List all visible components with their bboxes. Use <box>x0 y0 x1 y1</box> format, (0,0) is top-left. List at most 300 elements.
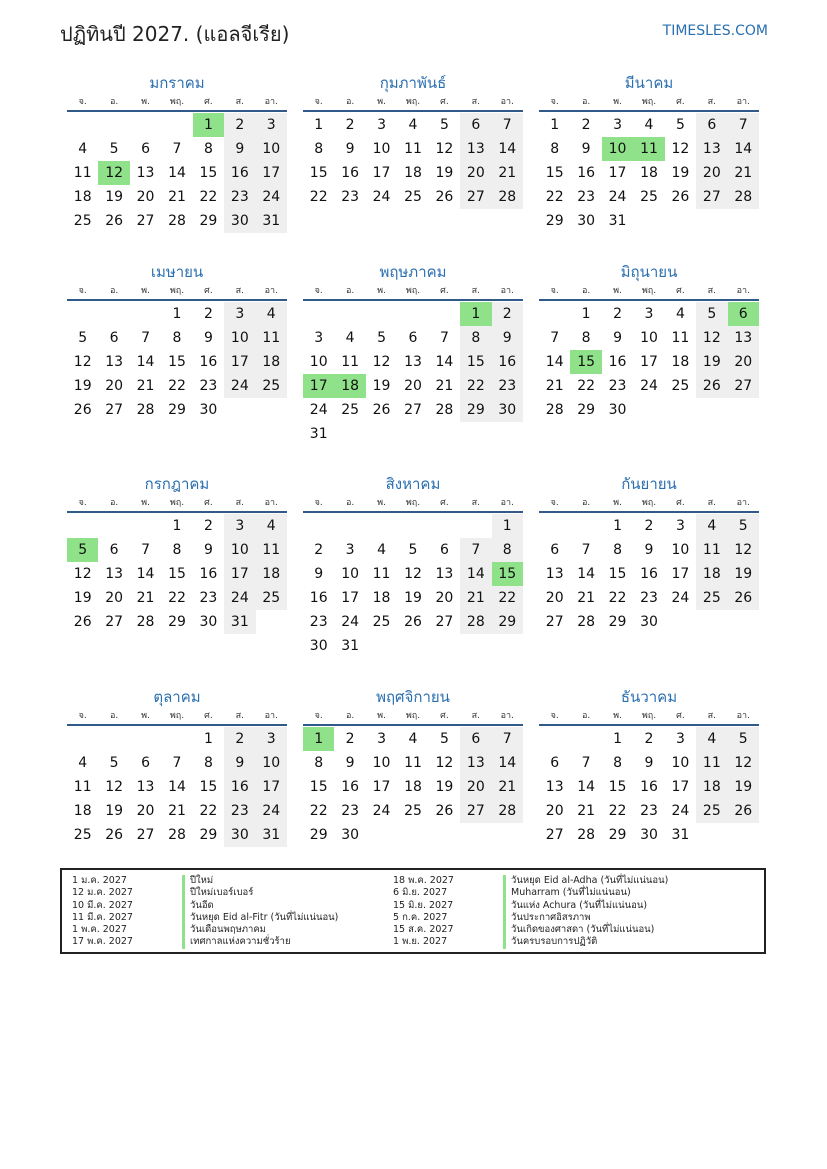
weekday-label: พ. <box>141 498 150 508</box>
day-cell: 5 <box>109 141 119 157</box>
day-cell: 12 <box>73 566 92 582</box>
day-cell: 5 <box>439 731 449 747</box>
day-cell: 28 <box>492 799 523 823</box>
weekday-label: ส. <box>235 286 244 296</box>
day-cell: 27 <box>545 827 564 843</box>
day-cell: 31 <box>224 610 255 634</box>
empty-cell <box>130 302 161 326</box>
day-cell: 10 <box>671 542 690 558</box>
weekday-label: พฤ. <box>169 97 185 107</box>
day-cell: 6 <box>550 755 560 771</box>
day-cell: 15 <box>545 165 564 181</box>
day-cell: 24 <box>256 185 287 209</box>
day-cell: 27 <box>105 614 124 630</box>
day-cell: 17 <box>671 566 690 582</box>
day-cell: 7 <box>172 755 182 771</box>
day-cell: 4 <box>377 542 387 558</box>
day-cell: 21 <box>168 803 186 819</box>
day-cell: 15 <box>460 350 491 374</box>
day-cell: 21 <box>460 586 491 610</box>
legend-holiday-name: วันหยุด Eid al-Adha (วันที่ไม่แน่นอน) <box>503 875 668 887</box>
legend-holiday-name: วันอีด <box>182 900 214 912</box>
legend-date: 1 พ.ค. 2027 <box>72 924 127 936</box>
empty-cell <box>334 302 365 326</box>
day-cell: 9 <box>314 566 324 582</box>
day-cell: 12 <box>671 141 690 157</box>
day-cell: 19 <box>73 590 92 606</box>
day-cell: 12 <box>105 779 124 795</box>
day-cell: 20 <box>728 350 759 374</box>
day-cell: 6 <box>550 542 560 558</box>
day-cell: 25 <box>256 374 287 398</box>
month-name: ตุลาคม <box>153 688 201 706</box>
weekday-header <box>539 708 759 726</box>
weekday-label: อา. <box>264 286 278 296</box>
day-cell: 2 <box>644 731 654 747</box>
day-cell: 6 <box>408 330 418 346</box>
legend-row <box>393 924 713 936</box>
day-cell: 20 <box>460 775 491 799</box>
legend-date: 5 ก.ค. 2027 <box>393 911 448 923</box>
day-cell: 22 <box>577 378 596 394</box>
weekday-label: พ. <box>613 286 622 296</box>
day-cell: 26 <box>728 799 759 823</box>
brand-link[interactable]: TIMESLES.COM <box>662 23 768 39</box>
day-cell: 16 <box>608 354 627 370</box>
day-cell: 14 <box>577 566 596 582</box>
holiday-day-cell: 15 <box>570 350 601 374</box>
day-cell: 4 <box>78 141 88 157</box>
day-cell: 8 <box>172 542 182 558</box>
day-cell: 20 <box>545 590 564 606</box>
month-name: เมษายน <box>150 263 204 281</box>
day-cell: 11 <box>73 165 92 181</box>
day-cell: 29 <box>577 402 596 418</box>
day-cell: 21 <box>492 161 523 185</box>
day-cell: 14 <box>435 354 454 370</box>
day-cell: 6 <box>460 727 491 751</box>
weekday-label: พ. <box>377 97 386 107</box>
day-cell: 1 <box>172 306 182 322</box>
day-cell: 3 <box>675 731 685 747</box>
weekday-label: ศ. <box>676 498 685 508</box>
day-cell: 24 <box>256 799 287 823</box>
day-cell: 11 <box>671 330 690 346</box>
day-cell: 10 <box>256 751 287 775</box>
day-cell: 6 <box>439 542 449 558</box>
day-cell: 29 <box>608 827 627 843</box>
day-cell: 13 <box>136 779 155 795</box>
weekday-label: อ. <box>109 711 119 721</box>
weekday-label: ศ. <box>676 97 685 107</box>
day-cell: 19 <box>435 779 454 795</box>
day-cell: 7 <box>141 330 151 346</box>
day-cell: 30 <box>224 209 255 233</box>
day-cell: 17 <box>256 161 287 185</box>
weekday-label: พ. <box>613 97 622 107</box>
day-cell: 17 <box>224 562 255 586</box>
weekday-label: จ. <box>550 711 559 721</box>
day-cell: 2 <box>203 306 213 322</box>
day-cell: 2 <box>644 518 654 534</box>
day-grid <box>303 514 523 658</box>
day-cell: 29 <box>199 827 218 843</box>
day-cell: 8 <box>613 755 623 771</box>
day-cell: 8 <box>460 326 491 350</box>
legend-row <box>393 912 713 924</box>
weekday-label: พ. <box>141 97 150 107</box>
weekday-label: ส. <box>471 286 480 296</box>
day-cell: 21 <box>136 378 155 394</box>
day-cell: 18 <box>256 350 287 374</box>
day-cell: 8 <box>581 330 591 346</box>
weekday-label: จ. <box>550 498 559 508</box>
empty-cell <box>539 302 570 326</box>
day-cell: 1 <box>581 306 591 322</box>
weekday-label: พฤ. <box>405 286 421 296</box>
day-cell: 28 <box>577 614 596 630</box>
day-cell: 1 <box>492 514 523 538</box>
day-cell: 13 <box>545 779 564 795</box>
day-cell: 17 <box>372 165 391 181</box>
holiday-day-cell: 11 <box>633 137 664 161</box>
weekday-header <box>539 283 759 301</box>
weekday-header <box>539 495 759 513</box>
day-cell: 4 <box>408 117 418 133</box>
weekday-label: อ. <box>581 498 591 508</box>
holiday-day-cell: 6 <box>728 302 759 326</box>
day-cell: 5 <box>728 727 759 751</box>
day-cell: 3 <box>256 113 287 137</box>
month-name: มีนาคม <box>624 74 674 92</box>
day-cell: 10 <box>341 566 360 582</box>
day-cell: 16 <box>341 165 360 181</box>
day-cell: 17 <box>608 165 627 181</box>
day-cell: 5 <box>377 330 387 346</box>
weekday-label: จ. <box>550 286 559 296</box>
empty-cell <box>161 113 192 137</box>
weekday-label: พฤ. <box>641 498 657 508</box>
day-cell: 8 <box>172 330 182 346</box>
day-cell: 24 <box>224 374 255 398</box>
day-cell: 27 <box>460 185 491 209</box>
day-cell: 20 <box>460 161 491 185</box>
day-cell: 2 <box>203 518 213 534</box>
day-grid <box>303 302 523 446</box>
day-cell: 24 <box>608 189 627 205</box>
day-cell: 14 <box>728 137 759 161</box>
day-cell: 7 <box>141 542 151 558</box>
day-cell: 13 <box>460 751 491 775</box>
day-cell: 15 <box>168 566 186 582</box>
weekday-header <box>67 283 287 301</box>
day-cell: 26 <box>404 614 422 630</box>
day-cell: 1 <box>550 117 560 133</box>
day-cell: 21 <box>435 378 454 394</box>
weekday-label: พฤ. <box>405 498 421 508</box>
day-cell: 26 <box>73 614 92 630</box>
day-cell: 18 <box>640 165 658 181</box>
day-cell: 28 <box>492 185 523 209</box>
day-cell: 25 <box>696 586 727 610</box>
day-cell: 30 <box>224 823 255 847</box>
day-cell: 16 <box>341 779 360 795</box>
weekday-label: ศ. <box>204 498 213 508</box>
day-cell: 14 <box>136 566 155 582</box>
weekday-label: อ. <box>345 286 355 296</box>
day-cell: 26 <box>73 402 92 418</box>
legend-holiday-name: วันประกาศอิสรภาพ <box>503 912 591 924</box>
empty-cell <box>570 514 601 538</box>
weekday-label: อ. <box>345 498 355 508</box>
weekday-label: พ. <box>141 286 150 296</box>
weekday-label: พ. <box>613 711 622 721</box>
day-cell: 26 <box>372 402 391 418</box>
day-cell: 23 <box>640 803 658 819</box>
day-cell: 7 <box>439 330 449 346</box>
day-grid <box>303 727 523 847</box>
day-cell: 12 <box>435 755 454 771</box>
day-cell: 21 <box>577 590 596 606</box>
day-cell: 31 <box>309 426 328 442</box>
day-cell: 4 <box>644 117 654 133</box>
day-cell: 20 <box>435 590 454 606</box>
day-cell: 28 <box>460 610 491 634</box>
weekday-label: อ. <box>581 97 591 107</box>
day-grid <box>539 302 759 422</box>
weekday-label: ศ. <box>676 286 685 296</box>
day-cell: 10 <box>224 538 255 562</box>
month-name: กันยายน <box>621 475 677 493</box>
weekday-label: จ. <box>314 97 323 107</box>
day-cell: 3 <box>314 330 324 346</box>
day-cell: 9 <box>581 141 591 157</box>
weekday-label: จ. <box>550 97 559 107</box>
weekday-label: ส. <box>235 498 244 508</box>
day-cell: 8 <box>203 141 213 157</box>
day-cell: 21 <box>728 161 759 185</box>
day-cell: 26 <box>105 213 124 229</box>
day-cell: 30 <box>492 398 523 422</box>
day-cell: 16 <box>199 354 218 370</box>
day-cell: 25 <box>341 402 360 418</box>
day-cell: 27 <box>105 402 124 418</box>
legend-date: 15 มิ.ย. 2027 <box>393 899 454 911</box>
day-cell: 21 <box>168 189 186 205</box>
day-cell: 21 <box>577 803 596 819</box>
day-cell: 19 <box>372 378 391 394</box>
day-cell: 25 <box>73 827 92 843</box>
weekday-label: ศ. <box>676 711 685 721</box>
day-cell: 9 <box>345 141 355 157</box>
month-block <box>303 259 523 446</box>
holiday-day-cell: 1 <box>193 113 224 137</box>
day-cell: 3 <box>224 302 255 326</box>
day-cell: 16 <box>577 165 596 181</box>
day-cell: 4 <box>408 731 418 747</box>
day-cell: 19 <box>105 803 124 819</box>
day-cell: 1 <box>172 518 182 534</box>
day-cell: 23 <box>224 185 255 209</box>
day-cell: 14 <box>545 354 564 370</box>
legend-row <box>72 936 392 948</box>
day-grid <box>67 514 287 634</box>
legend-row <box>72 912 392 924</box>
day-cell: 1 <box>203 731 213 747</box>
day-cell: 22 <box>545 189 564 205</box>
day-cell: 26 <box>435 189 454 205</box>
legend-column-left <box>72 875 392 949</box>
day-cell: 25 <box>73 213 92 229</box>
day-cell: 23 <box>492 374 523 398</box>
day-cell: 16 <box>492 350 523 374</box>
day-cell: 29 <box>168 614 186 630</box>
day-cell: 4 <box>696 514 727 538</box>
day-cell: 9 <box>224 751 255 775</box>
legend-row <box>393 887 713 899</box>
day-grid <box>67 302 287 422</box>
day-cell: 13 <box>435 566 454 582</box>
weekday-label: ศ. <box>440 711 449 721</box>
empty-cell <box>334 514 365 538</box>
empty-cell <box>429 302 460 326</box>
day-cell: 13 <box>404 354 422 370</box>
day-cell: 16 <box>199 566 218 582</box>
weekday-label: จ. <box>78 286 87 296</box>
day-cell: 12 <box>728 538 759 562</box>
weekday-label: พฤ. <box>405 97 421 107</box>
day-cell: 26 <box>671 189 690 205</box>
month-name: มิถุนายน <box>620 263 678 281</box>
day-cell: 7 <box>492 113 523 137</box>
day-cell: 15 <box>199 165 218 181</box>
day-cell: 24 <box>640 378 658 394</box>
day-cell: 10 <box>309 354 328 370</box>
weekday-label: พ. <box>377 498 386 508</box>
empty-cell <box>460 514 491 538</box>
weekday-label: จ. <box>314 711 323 721</box>
day-cell: 29 <box>460 398 491 422</box>
day-cell: 9 <box>224 137 255 161</box>
day-cell: 23 <box>224 799 255 823</box>
day-cell: 30 <box>640 827 658 843</box>
weekday-label: ส. <box>471 711 480 721</box>
day-cell: 2 <box>345 117 355 133</box>
day-cell: 6 <box>109 542 119 558</box>
weekday-label: พฤ. <box>641 97 657 107</box>
day-cell: 19 <box>728 775 759 799</box>
day-cell: 29 <box>199 213 218 229</box>
day-cell: 16 <box>224 161 255 185</box>
day-cell: 23 <box>199 590 218 606</box>
weekday-label: ส. <box>707 498 716 508</box>
day-cell: 28 <box>168 827 186 843</box>
day-cell: 17 <box>372 779 391 795</box>
empty-cell <box>366 302 397 326</box>
weekday-label: อา. <box>264 97 278 107</box>
day-cell: 6 <box>141 141 151 157</box>
weekday-label: อา. <box>736 286 750 296</box>
weekday-label: พฤ. <box>169 711 185 721</box>
day-cell: 16 <box>309 590 328 606</box>
empty-cell <box>130 514 161 538</box>
legend-holiday-name: ปีใหม่ <box>182 875 213 887</box>
day-cell: 17 <box>341 590 360 606</box>
day-cell: 14 <box>492 751 523 775</box>
weekday-label: อ. <box>109 97 119 107</box>
day-cell: 9 <box>644 542 654 558</box>
day-cell: 4 <box>78 755 88 771</box>
empty-cell <box>67 727 98 751</box>
day-cell: 8 <box>492 538 523 562</box>
weekday-label: จ. <box>314 498 323 508</box>
day-cell: 3 <box>644 306 654 322</box>
legend-date: 17 พ.ค. 2027 <box>72 936 133 948</box>
day-cell: 11 <box>404 755 422 771</box>
day-cell: 11 <box>404 141 422 157</box>
day-cell: 18 <box>73 803 92 819</box>
day-cell: 13 <box>545 566 564 582</box>
day-cell: 27 <box>545 614 564 630</box>
day-cell: 22 <box>199 189 218 205</box>
day-cell: 6 <box>109 330 119 346</box>
weekday-label: พ. <box>613 498 622 508</box>
day-cell: 2 <box>492 302 523 326</box>
legend-holiday-name: วันหยุด Eid al-Fitr (วันที่ไม่แน่นอน) <box>182 912 338 924</box>
legend-date: 18 พ.ค. 2027 <box>393 875 454 886</box>
weekday-label: จ. <box>314 286 323 296</box>
weekday-label: จ. <box>78 711 87 721</box>
day-cell: 14 <box>577 779 596 795</box>
day-cell: 22 <box>309 189 328 205</box>
day-cell: 12 <box>728 751 759 775</box>
day-cell: 26 <box>728 586 759 610</box>
day-cell: 22 <box>608 803 627 819</box>
day-cell: 8 <box>203 755 213 771</box>
day-cell: 19 <box>696 350 727 374</box>
weekday-header <box>539 94 759 112</box>
day-cell: 5 <box>728 514 759 538</box>
month-name: พฤศจิกายน <box>376 688 450 706</box>
day-cell: 13 <box>696 137 727 161</box>
month-name: พฤษภาคม <box>379 263 447 281</box>
holiday-day-cell: 1 <box>460 302 491 326</box>
empty-cell <box>366 514 397 538</box>
day-cell: 13 <box>136 165 155 181</box>
day-cell: 4 <box>345 330 355 346</box>
day-cell: 16 <box>640 779 658 795</box>
day-cell: 12 <box>404 566 422 582</box>
weekday-label: อา. <box>736 711 750 721</box>
day-cell: 27 <box>435 614 454 630</box>
day-cell: 22 <box>492 586 523 610</box>
day-cell: 31 <box>256 823 287 847</box>
day-cell: 5 <box>109 755 119 771</box>
weekday-header <box>67 495 287 513</box>
month-name: มกราคม <box>149 74 205 92</box>
holiday-legend <box>60 868 766 954</box>
day-cell: 15 <box>608 566 627 582</box>
day-cell: 3 <box>613 117 623 133</box>
weekday-label: พฤ. <box>405 711 421 721</box>
day-cell: 30 <box>640 614 658 630</box>
day-cell: 23 <box>341 803 360 819</box>
day-cell: 27 <box>696 185 727 209</box>
day-cell: 15 <box>309 779 328 795</box>
day-cell: 29 <box>492 610 523 634</box>
day-cell: 25 <box>696 799 727 823</box>
day-cell: 11 <box>372 566 391 582</box>
